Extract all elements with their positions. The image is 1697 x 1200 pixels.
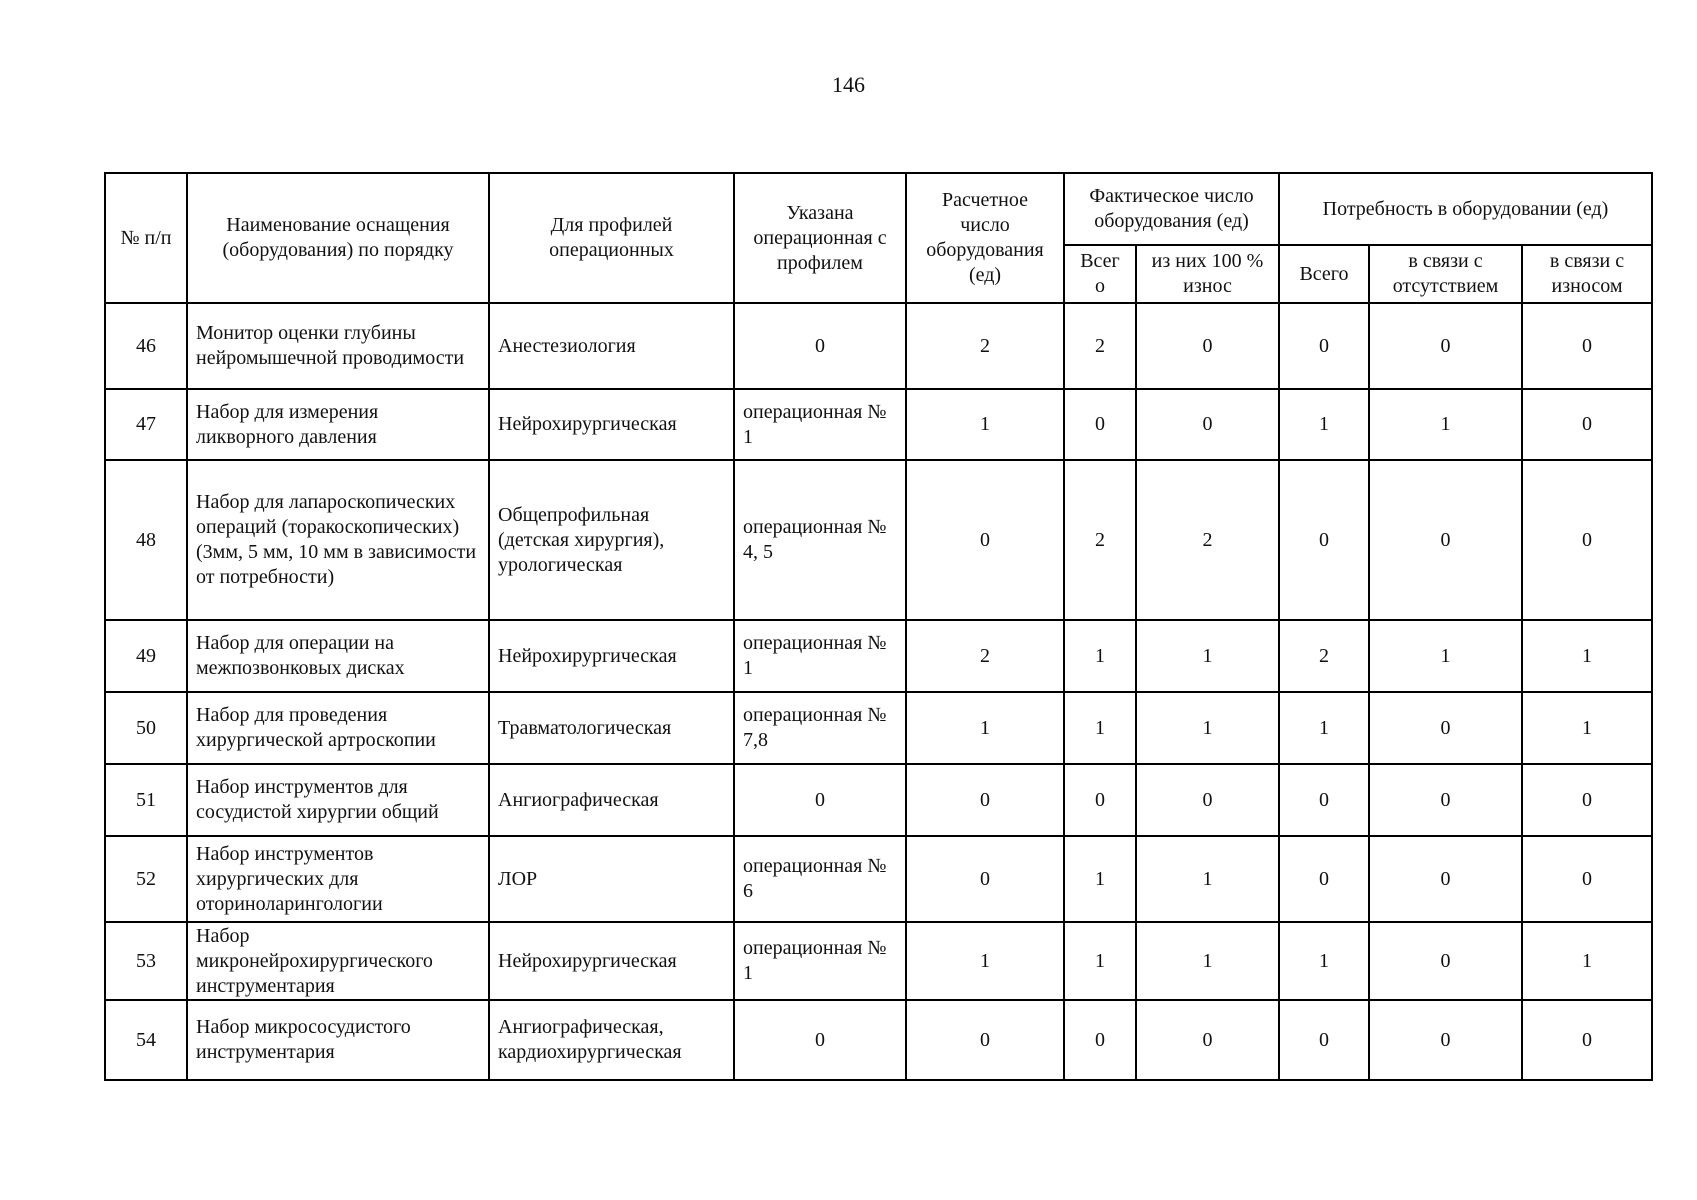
cell-need-total: 0	[1279, 1000, 1369, 1080]
cell-actual-worn: 0	[1136, 1000, 1279, 1080]
cell-need-total: 0	[1279, 460, 1369, 620]
cell-operating: 0	[734, 303, 906, 389]
table-row	[105, 836, 1652, 922]
cell-name: Набор для лапароскопических операций (торакоскопических) (3мм, 5 мм, 10 мм в зависимости от потребности)	[187, 460, 489, 620]
cell-profile: Нейрохирургическая	[489, 922, 734, 1000]
cell-num: 48	[105, 460, 187, 620]
cell-num: 50	[105, 692, 187, 764]
cell-num: 49	[105, 620, 187, 692]
cell-name: Набор инструментов для сосудистой хирургии общий	[187, 764, 489, 836]
cell-need-wear: 0	[1522, 764, 1652, 836]
header-actual-worn: из них 100 % износ	[1136, 245, 1279, 303]
cell-need-absence: 0	[1369, 460, 1522, 620]
header-need-absence: в связи с отсутствием	[1369, 245, 1522, 303]
cell-operating: операционная № 4, 5	[734, 460, 906, 620]
cell-num: 53	[105, 922, 187, 1000]
cell-need-absence: 0	[1369, 303, 1522, 389]
cell-need-total: 0	[1279, 764, 1369, 836]
cell-operating: операционная № 1	[734, 620, 906, 692]
cell-actual-total: 0	[1064, 389, 1136, 460]
cell-need-wear: 1	[1522, 620, 1652, 692]
cell-need-total: 0	[1279, 303, 1369, 389]
cell-need-total: 2	[1279, 620, 1369, 692]
cell-need-absence: 0	[1369, 692, 1522, 764]
header-operating: Указана операционная с профилем	[734, 173, 906, 303]
cell-calc: 0	[906, 1000, 1064, 1080]
cell-calc: 1	[906, 692, 1064, 764]
cell-actual-worn: 0	[1136, 764, 1279, 836]
cell-calc: 0	[906, 764, 1064, 836]
cell-profile: Общепрофильная (детская хирургия), урологическая	[489, 460, 734, 620]
cell-need-total: 1	[1279, 692, 1369, 764]
page-number: 146	[832, 72, 865, 97]
cell-actual-total: 0	[1064, 1000, 1136, 1080]
cell-num: 51	[105, 764, 187, 836]
cell-name: Монитор оценки глубины нейромышечной проводимости	[187, 303, 489, 389]
cell-name: Набор для проведения хирургической артроскопии	[187, 692, 489, 764]
cell-need-absence: 0	[1369, 836, 1522, 922]
cell-profile: Ангиографическая, кардиохирургическая	[489, 1000, 734, 1080]
cell-profile: Нейрохирургическая	[489, 620, 734, 692]
cell-calc: 2	[906, 303, 1064, 389]
cell-actual-worn: 0	[1136, 303, 1279, 389]
cell-need-absence: 1	[1369, 389, 1522, 460]
cell-actual-worn: 1	[1136, 620, 1279, 692]
cell-calc: 0	[906, 836, 1064, 922]
header-actual-total: Всег о	[1064, 245, 1136, 303]
cell-need-absence: 0	[1369, 1000, 1522, 1080]
cell-num: 46	[105, 303, 187, 389]
cell-name: Набор для операции на межпозвонковых дисках	[187, 620, 489, 692]
cell-actual-worn: 1	[1136, 922, 1279, 1000]
cell-operating: операционная № 6	[734, 836, 906, 922]
cell-name: Набор микронейрохирургического инструментария	[187, 922, 489, 1000]
cell-profile: Анестезиология	[489, 303, 734, 389]
cell-actual-total: 1	[1064, 836, 1136, 922]
table-row	[105, 922, 1652, 1000]
table-row	[105, 460, 1652, 620]
header-need-total: Всего	[1279, 245, 1369, 303]
cell-name: Набор инструментов хирургических для оториноларингологии	[187, 836, 489, 922]
table-row	[105, 1000, 1652, 1080]
cell-need-wear: 0	[1522, 1000, 1652, 1080]
cell-operating: 0	[734, 1000, 906, 1080]
header-num: № п/п	[105, 173, 187, 303]
table-body	[105, 303, 1652, 1080]
cell-profile: Нейрохирургическая	[489, 389, 734, 460]
equipment-table	[104, 172, 1653, 1081]
table-row	[105, 692, 1652, 764]
cell-operating: операционная № 1	[734, 389, 906, 460]
cell-need-total: 0	[1279, 836, 1369, 922]
cell-actual-worn: 1	[1136, 692, 1279, 764]
header-need: Потребность в оборудовании (ед)	[1279, 173, 1652, 245]
table-row	[105, 764, 1652, 836]
cell-need-absence: 1	[1369, 620, 1522, 692]
cell-profile: Ангиографическая	[489, 764, 734, 836]
cell-num: 54	[105, 1000, 187, 1080]
cell-actual-total: 1	[1064, 922, 1136, 1000]
cell-need-absence: 0	[1369, 764, 1522, 836]
cell-need-wear: 1	[1522, 692, 1652, 764]
table-row	[105, 620, 1652, 692]
cell-actual-total: 1	[1064, 620, 1136, 692]
cell-need-wear: 0	[1522, 836, 1652, 922]
cell-actual-worn: 0	[1136, 389, 1279, 460]
header-name: Наименование оснащения (оборудования) по порядку	[187, 173, 489, 303]
cell-need-total: 1	[1279, 389, 1369, 460]
cell-calc: 1	[906, 389, 1064, 460]
cell-name: Набор для измерения ликворного давления	[187, 389, 489, 460]
table-row	[105, 389, 1652, 460]
cell-actual-total: 0	[1064, 764, 1136, 836]
cell-operating: операционная № 1	[734, 922, 906, 1000]
header-profile: Для профилей операционных	[489, 173, 734, 303]
cell-actual-total: 2	[1064, 303, 1136, 389]
cell-need-absence: 0	[1369, 922, 1522, 1000]
cell-profile: Травматологическая	[489, 692, 734, 764]
cell-actual-worn: 2	[1136, 460, 1279, 620]
cell-calc: 1	[906, 922, 1064, 1000]
cell-operating: операционная № 7,8	[734, 692, 906, 764]
cell-actual-worn: 1	[1136, 836, 1279, 922]
cell-num: 47	[105, 389, 187, 460]
cell-profile: ЛОР	[489, 836, 734, 922]
cell-need-total: 1	[1279, 922, 1369, 1000]
cell-actual-total: 2	[1064, 460, 1136, 620]
cell-need-wear: 0	[1522, 460, 1652, 620]
cell-actual-total: 1	[1064, 692, 1136, 764]
cell-need-wear: 0	[1522, 303, 1652, 389]
header-need-wear: в связи с износом	[1522, 245, 1652, 303]
cell-num: 52	[105, 836, 187, 922]
cell-calc: 0	[906, 460, 1064, 620]
header-calc: Расчетное число оборудования (ед)	[906, 173, 1064, 303]
cell-calc: 2	[906, 620, 1064, 692]
cell-need-wear: 1	[1522, 922, 1652, 1000]
table-row	[105, 303, 1652, 389]
table-header	[105, 173, 1652, 303]
cell-operating: 0	[734, 764, 906, 836]
cell-need-wear: 0	[1522, 389, 1652, 460]
header-actual: Фактическое число оборудования (ед)	[1064, 173, 1279, 245]
cell-name: Набор микрососудистого инструментария	[187, 1000, 489, 1080]
